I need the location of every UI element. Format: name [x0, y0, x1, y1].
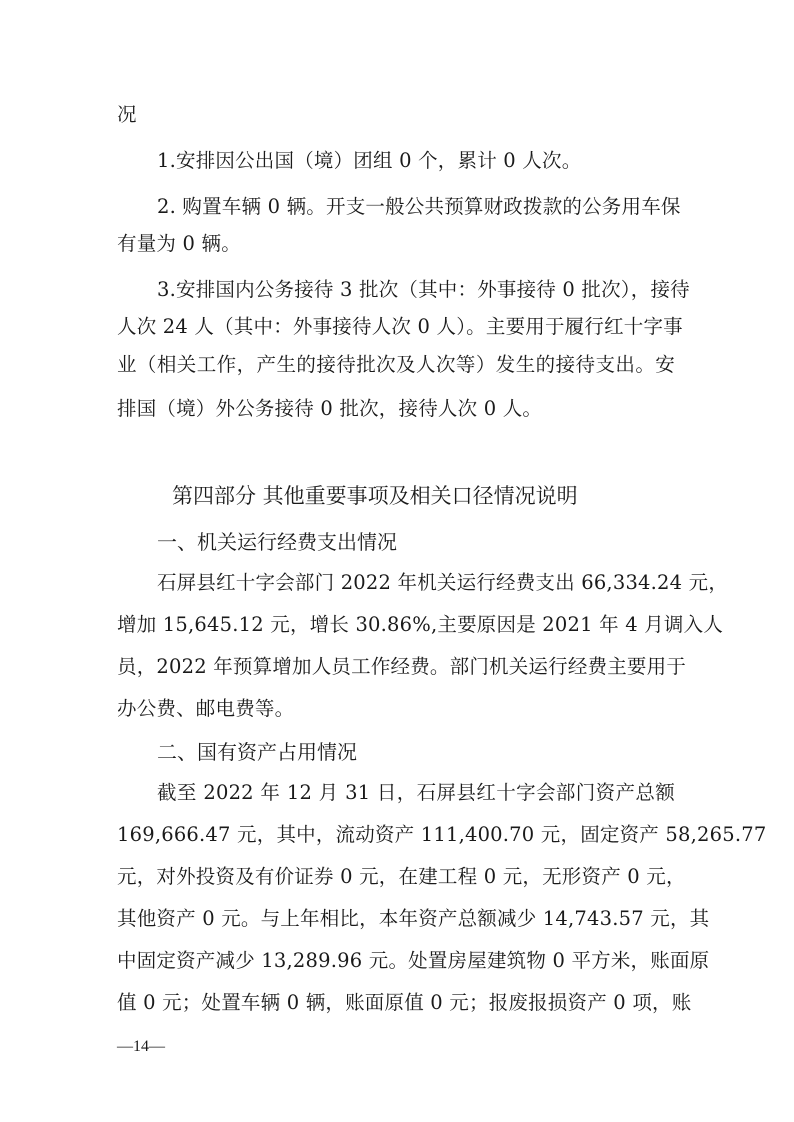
section-1-line-1: 石屏县红十字会部门 2022 年机关运行经费支出 66,334.24 元， — [157, 571, 729, 594]
section-2-line-3: 元，对外投资及有价证券 0 元，在建工程 0 元，无形资产 0 元， — [117, 865, 686, 888]
item-3-line-2: 人次 24 人（其中：外事接待人次 0 人）。主要用于履行红十字事 — [117, 315, 683, 338]
section-2-line-5: 中固定资产减少 13,289.96 元。处置房屋建筑物 0 平方米，账面原 — [117, 949, 710, 972]
section-2-heading: 二、国有资产占用情况 — [157, 740, 357, 764]
section-1-heading: 一、机关运行经费支出情况 — [157, 530, 397, 554]
item-3-line-1: 3.安排国内公务接待 3 批次（其中：外事接待 0 批次），接待 — [157, 278, 690, 301]
item-2-line-1: 2. 购置车辆 0 辆。开支一般公共预算财政拨款的公务用车保 — [157, 195, 681, 218]
lead-fragment: 况 — [117, 103, 137, 126]
section-2-line-1: 截至 2022 年 12 月 31 日，石屏县红十字会部门资产总额 — [157, 781, 675, 804]
item-3-line-4: 排国（境）外公务接待 0 批次，接待人次 0 人。 — [117, 397, 543, 420]
item-2-line-2: 有量为 0 辆。 — [117, 232, 241, 255]
section-2-line-4: 其他资产 0 元。与上年相比，本年资产总额减少 14,743.57 元，其 — [117, 907, 710, 930]
section-1-line-2: 增加 15,645.12 元，增长 30.86%,主要原因是 2021 年 4 月调入人 — [117, 613, 724, 636]
section-1-line-4: 办公费、邮电费等。 — [117, 697, 295, 720]
part-4-title: 第四部分 其他重要事项及相关口径情况说明 — [172, 484, 578, 508]
item-3-line-3: 业（相关工作，产生的接待批次及人次等）发生的接待支出。安 — [117, 353, 675, 376]
page-number: —14— — [117, 1038, 165, 1055]
section-2-line-2: 169,666.47 元，其中，流动资产 111,400.70 元，固定资产 58,265.77 — [117, 823, 767, 846]
item-1: 1.安排因公出国（境）团组 0 个，累计 0 人次。 — [157, 149, 582, 172]
section-1-line-3: 员，2022 年预算增加人员工作经费。部门机关运行经费主要用于 — [117, 655, 687, 678]
section-2-line-6: 值 0 元；处置车辆 0 辆，账面原值 0 元；报废报损资产 0 项，账 — [117, 991, 692, 1014]
